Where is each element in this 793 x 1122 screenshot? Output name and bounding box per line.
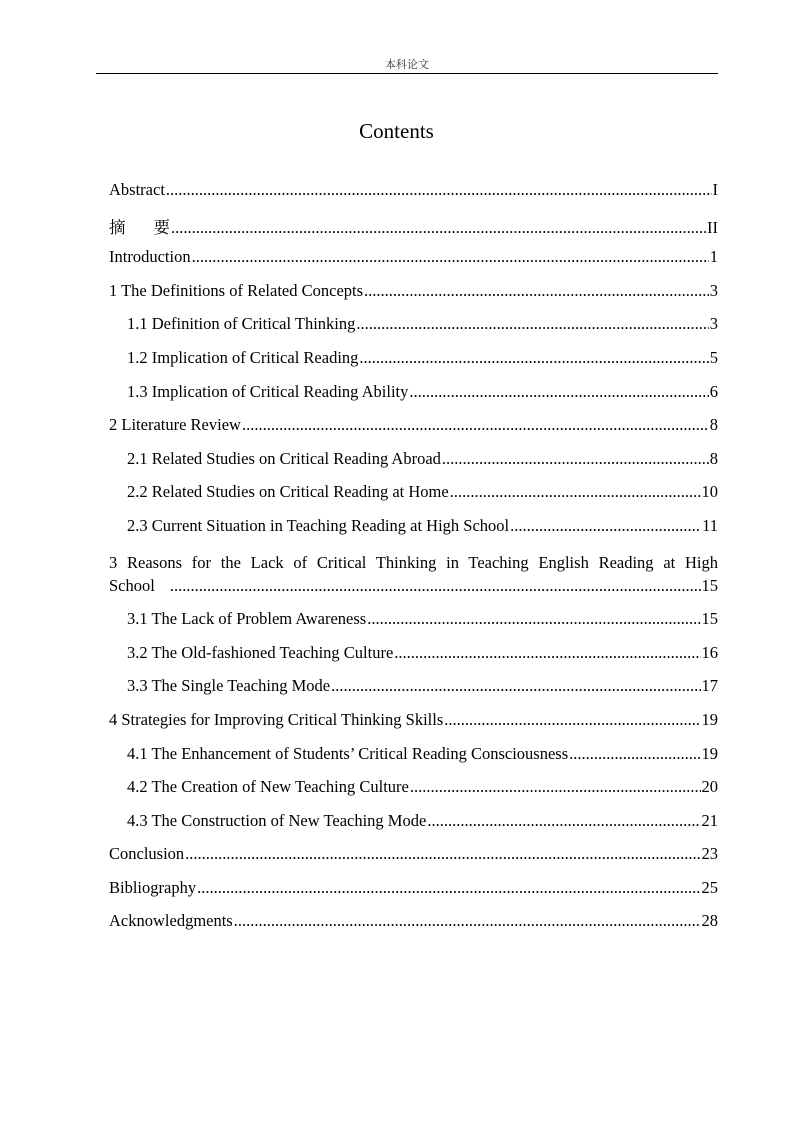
- toc-label: 4.3 The Construction of New Teaching Mode: [127, 810, 427, 830]
- toc-label: Introduction: [109, 247, 191, 267]
- toc-entry-section-2-2[interactable]: [109, 482, 718, 516]
- toc-entry-section-3-3[interactable]: [109, 676, 718, 710]
- toc-page-number: 3: [709, 280, 718, 300]
- toc-page-number: 28: [701, 911, 718, 931]
- toc-label: 2.1 Related Studies on Critical Reading Abroad: [127, 448, 441, 468]
- toc-page-number: 6: [709, 381, 718, 401]
- toc-label: [109, 214, 170, 238]
- header-rule: [96, 73, 718, 74]
- toc-entry-bibliography[interactable]: [109, 878, 718, 912]
- toc-page-number: 10: [701, 482, 718, 502]
- dot-leader: [185, 844, 700, 864]
- toc-page-number: 8: [709, 415, 718, 435]
- dot-leader: [364, 281, 709, 301]
- dot-leader: [242, 415, 709, 435]
- toc-page-number: 1: [709, 247, 718, 267]
- running-header: 本科论文: [385, 59, 429, 71]
- dot-leader: [444, 710, 700, 730]
- dot-leader: [170, 576, 701, 596]
- dot-leader: [234, 911, 701, 931]
- dot-leader: [442, 449, 709, 469]
- toc-page-number: 3: [709, 314, 718, 334]
- toc-page-number: 17: [701, 676, 718, 696]
- dot-leader: [171, 218, 706, 238]
- toc-label: Conclusion: [109, 844, 185, 864]
- toc-entry-section-1-2[interactable]: [109, 348, 718, 382]
- toc-label: 1.3 Implication of Critical Reading Ability: [127, 381, 409, 401]
- toc-entry-section-2-3[interactable]: [109, 516, 718, 550]
- dot-leader: [410, 777, 701, 797]
- toc-label: Abstract: [109, 180, 165, 199]
- toc-label: 1 The Definitions of Related Concepts: [109, 280, 364, 300]
- toc-page-number: 16: [701, 642, 718, 662]
- toc-entry-introduction[interactable]: [109, 247, 718, 281]
- toc-label: 4.1 The Enhancement of Students’ Critical Reading Consciousness: [127, 743, 569, 763]
- toc-label-part1: 摘: [109, 217, 126, 237]
- page-title: Contents: [359, 119, 434, 143]
- toc-page-number: 8: [709, 448, 718, 468]
- toc-entry-abstract[interactable]: [109, 180, 718, 214]
- dot-leader: [394, 643, 700, 663]
- toc-entry-chapter-2[interactable]: [109, 415, 718, 449]
- toc-page-number: 21: [701, 810, 718, 830]
- toc-label: 4.2 The Creation of New Teaching Culture: [127, 777, 409, 797]
- toc-entry-section-1-3[interactable]: [109, 382, 718, 416]
- dot-leader: [367, 609, 700, 629]
- toc-label: 2.2 Related Studies on Critical Reading at Home: [127, 482, 449, 502]
- table-of-contents: [109, 180, 718, 945]
- dot-leader: [450, 482, 701, 502]
- toc-page-number: 15: [701, 575, 718, 595]
- toc-entry-chapter-4[interactable]: [109, 710, 718, 744]
- toc-label: Bibliography: [109, 877, 197, 897]
- toc-label-line2: School: [109, 575, 155, 595]
- toc-label: 2.3 Current Situation in Teaching Reading at High School: [127, 515, 510, 535]
- dot-leader: [409, 382, 708, 402]
- dot-leader: [427, 811, 700, 831]
- toc-label: 1.1 Definition of Critical Thinking: [127, 314, 356, 334]
- toc-label: 3.3 The Single Teaching Mode: [127, 676, 331, 696]
- toc-page-number: 19: [701, 743, 718, 763]
- toc-label-line1: 3 Reasons for the Lack of Critical Thinking in Teaching English Reading at High: [109, 552, 718, 572]
- toc-entry-section-2-1[interactable]: [109, 449, 718, 483]
- dot-leader: [359, 348, 708, 368]
- toc-page-number: 23: [701, 844, 718, 864]
- toc-page-number: 25: [701, 877, 718, 897]
- dot-leader: [192, 247, 709, 267]
- dot-leader: [569, 744, 700, 764]
- toc-entry-chapter-1[interactable]: [109, 281, 718, 315]
- toc-entry-zhaiyao[interactable]: [109, 214, 718, 248]
- dot-leader: [356, 314, 708, 334]
- toc-entry-chapter-3[interactable]: [109, 550, 718, 610]
- toc-entry-acknowledgments[interactable]: [109, 911, 718, 945]
- toc-label: 3.2 The Old-fashioned Teaching Culture: [127, 642, 394, 662]
- toc-label: 4 Strategies for Improving Critical Thinking Skills: [109, 709, 444, 729]
- toc-page-number: 20: [701, 777, 718, 797]
- toc-entry-section-1-1[interactable]: [109, 314, 718, 348]
- dot-leader: [166, 180, 712, 200]
- dot-leader: [197, 878, 700, 898]
- toc-label-part2: 要: [153, 217, 170, 237]
- toc-label: 1.2 Implication of Critical Reading: [127, 347, 359, 367]
- toc-page-number: 5: [709, 347, 718, 367]
- toc-page-number: 15: [701, 609, 718, 629]
- toc-page-number: I: [712, 180, 718, 199]
- dot-leader: [331, 676, 700, 696]
- toc-entry-section-4-1[interactable]: [109, 744, 718, 778]
- toc-page-number: 19: [701, 709, 718, 729]
- toc-entry-section-4-2[interactable]: [109, 777, 718, 811]
- toc-page-number: 11: [702, 515, 718, 535]
- toc-label: Acknowledgments: [109, 911, 233, 931]
- toc-page-number: II: [707, 217, 718, 237]
- toc-entry-section-3-2[interactable]: [109, 643, 718, 677]
- dot-leader: [510, 516, 701, 536]
- toc-entry-conclusion[interactable]: [109, 844, 718, 878]
- toc-label: 3.1 The Lack of Problem Awareness: [127, 609, 367, 629]
- toc-entry-section-4-3[interactable]: [109, 811, 718, 845]
- toc-label: 2 Literature Review: [109, 415, 241, 435]
- toc-entry-section-3-1[interactable]: [109, 609, 718, 643]
